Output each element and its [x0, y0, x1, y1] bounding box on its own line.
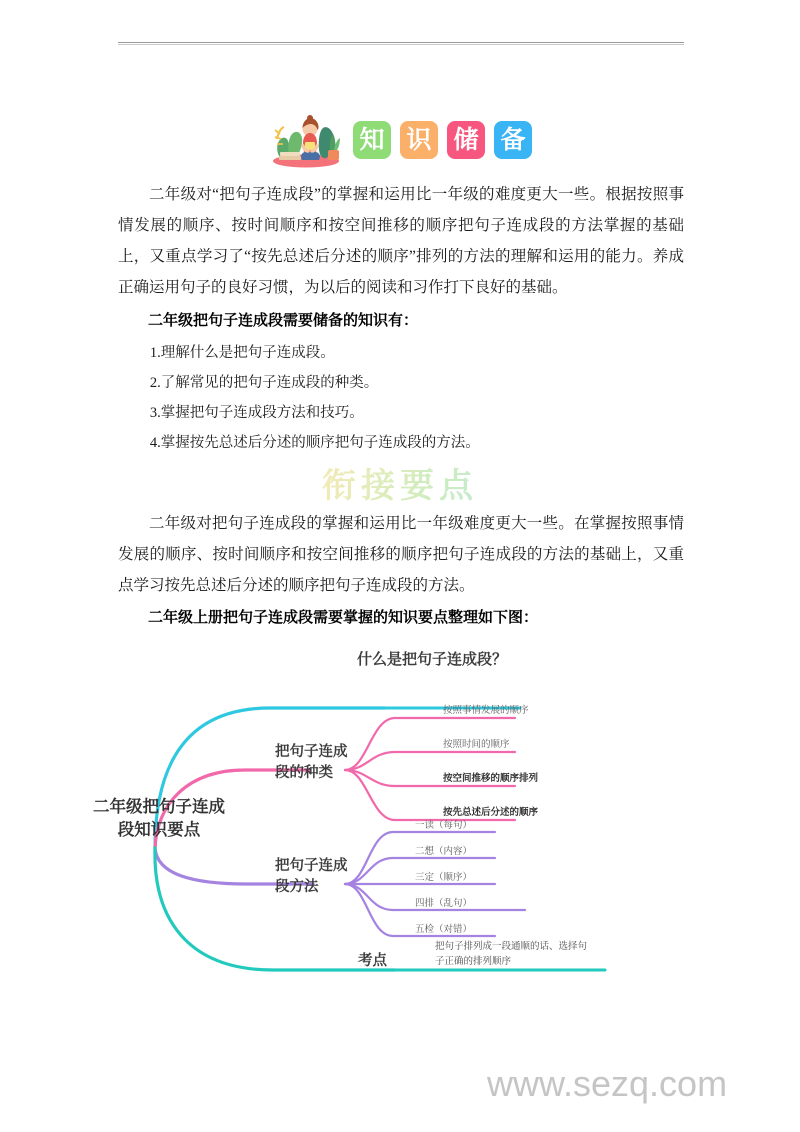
list-item: 4.掌握按先总述后分述的顺序把句子连成段的方法。: [149, 435, 480, 451]
mindmap-leaf: 三定（顺序）: [415, 872, 473, 883]
mindmap-leaf: 按照时间的顺序: [443, 739, 510, 750]
intro-paragraph: 二年级对“把句子连成段”的掌握和运用比一年级的难度更大一些。根据按照事情发展的顺序、按时间顺序和按空间推移的顺序把句子连成段的方法掌握的基础上，又重点学习了“按先总述后分述的顺序”排列的方法的理解和运用的能力。养成正确运用句子的良好习惯，为以后的阅读和习作打下良好的基础。: [118, 186, 684, 296]
mindmap-leaf: 一读（每句）: [415, 820, 473, 831]
header-rule: [118, 42, 684, 45]
decorative-section-title: 衔接要点: [0, 458, 800, 507]
title-tile-2: 识: [400, 121, 438, 159]
knowledge-list-heading: 二年级把句子连成段需要储备的知识有：: [148, 313, 419, 329]
mindmap-leaf: 五检（对错）: [415, 924, 473, 935]
title-tile-3: 储: [447, 121, 485, 159]
linkage-paragraph: 二年级对把句子连成段的掌握和运用比一年级难度更大一些。在掌握按照事情发展的顺序、按时间顺序和按空间推移的顺序把句子连成段的方法的基础上，又重点学习按先总述后分述的顺序把句子连成段的方法。: [118, 515, 684, 594]
mindmap-diagram: [95, 636, 715, 1006]
mindmap-branch-label-2: 把句子连成段的种类: [275, 744, 348, 781]
mindmap-branch-label-3: 把句子连成段方法: [275, 858, 348, 895]
mindmap-root-node: 二年级把句子连成段知识要点: [93, 798, 225, 839]
mindmap-leaf: 按照事情发展的顺序: [443, 705, 529, 716]
section-title-band: [0, 112, 800, 168]
mindmap-leaf: 把句子排列成一段通顺的话、选择句子正确的排列顺序: [435, 941, 588, 967]
mindmap-leaf: 按先总述后分述的顺序: [443, 807, 539, 818]
mindmap-branch-label-1: 什么是把句子连成段？: [357, 651, 508, 668]
title-tile-4: 备: [494, 121, 532, 159]
list-item: 3.掌握把句子连成段方法和技巧。: [149, 405, 364, 421]
mindmap-leaf: 按空间推移的顺序排列: [443, 773, 539, 784]
mindmap-leaf: 二想（内容）: [415, 846, 473, 857]
list-item: 1.理解什么是把句子连成段。: [149, 345, 335, 361]
list-item: 2.了解常见的把句子连成段的种类。: [149, 375, 379, 391]
girl-reading-books-plants-illustration: [268, 112, 344, 168]
title-tile-1: 知: [353, 121, 391, 159]
mindmap-heading: 二年级上册把句子连成段需要掌握的知识要点整理如下图：: [148, 610, 539, 626]
mindmap-branch-label-4: 考点: [358, 953, 387, 969]
site-watermark: www.sezq.com: [487, 1063, 728, 1104]
mindmap-leaf: 四排（乱句）: [415, 898, 473, 909]
